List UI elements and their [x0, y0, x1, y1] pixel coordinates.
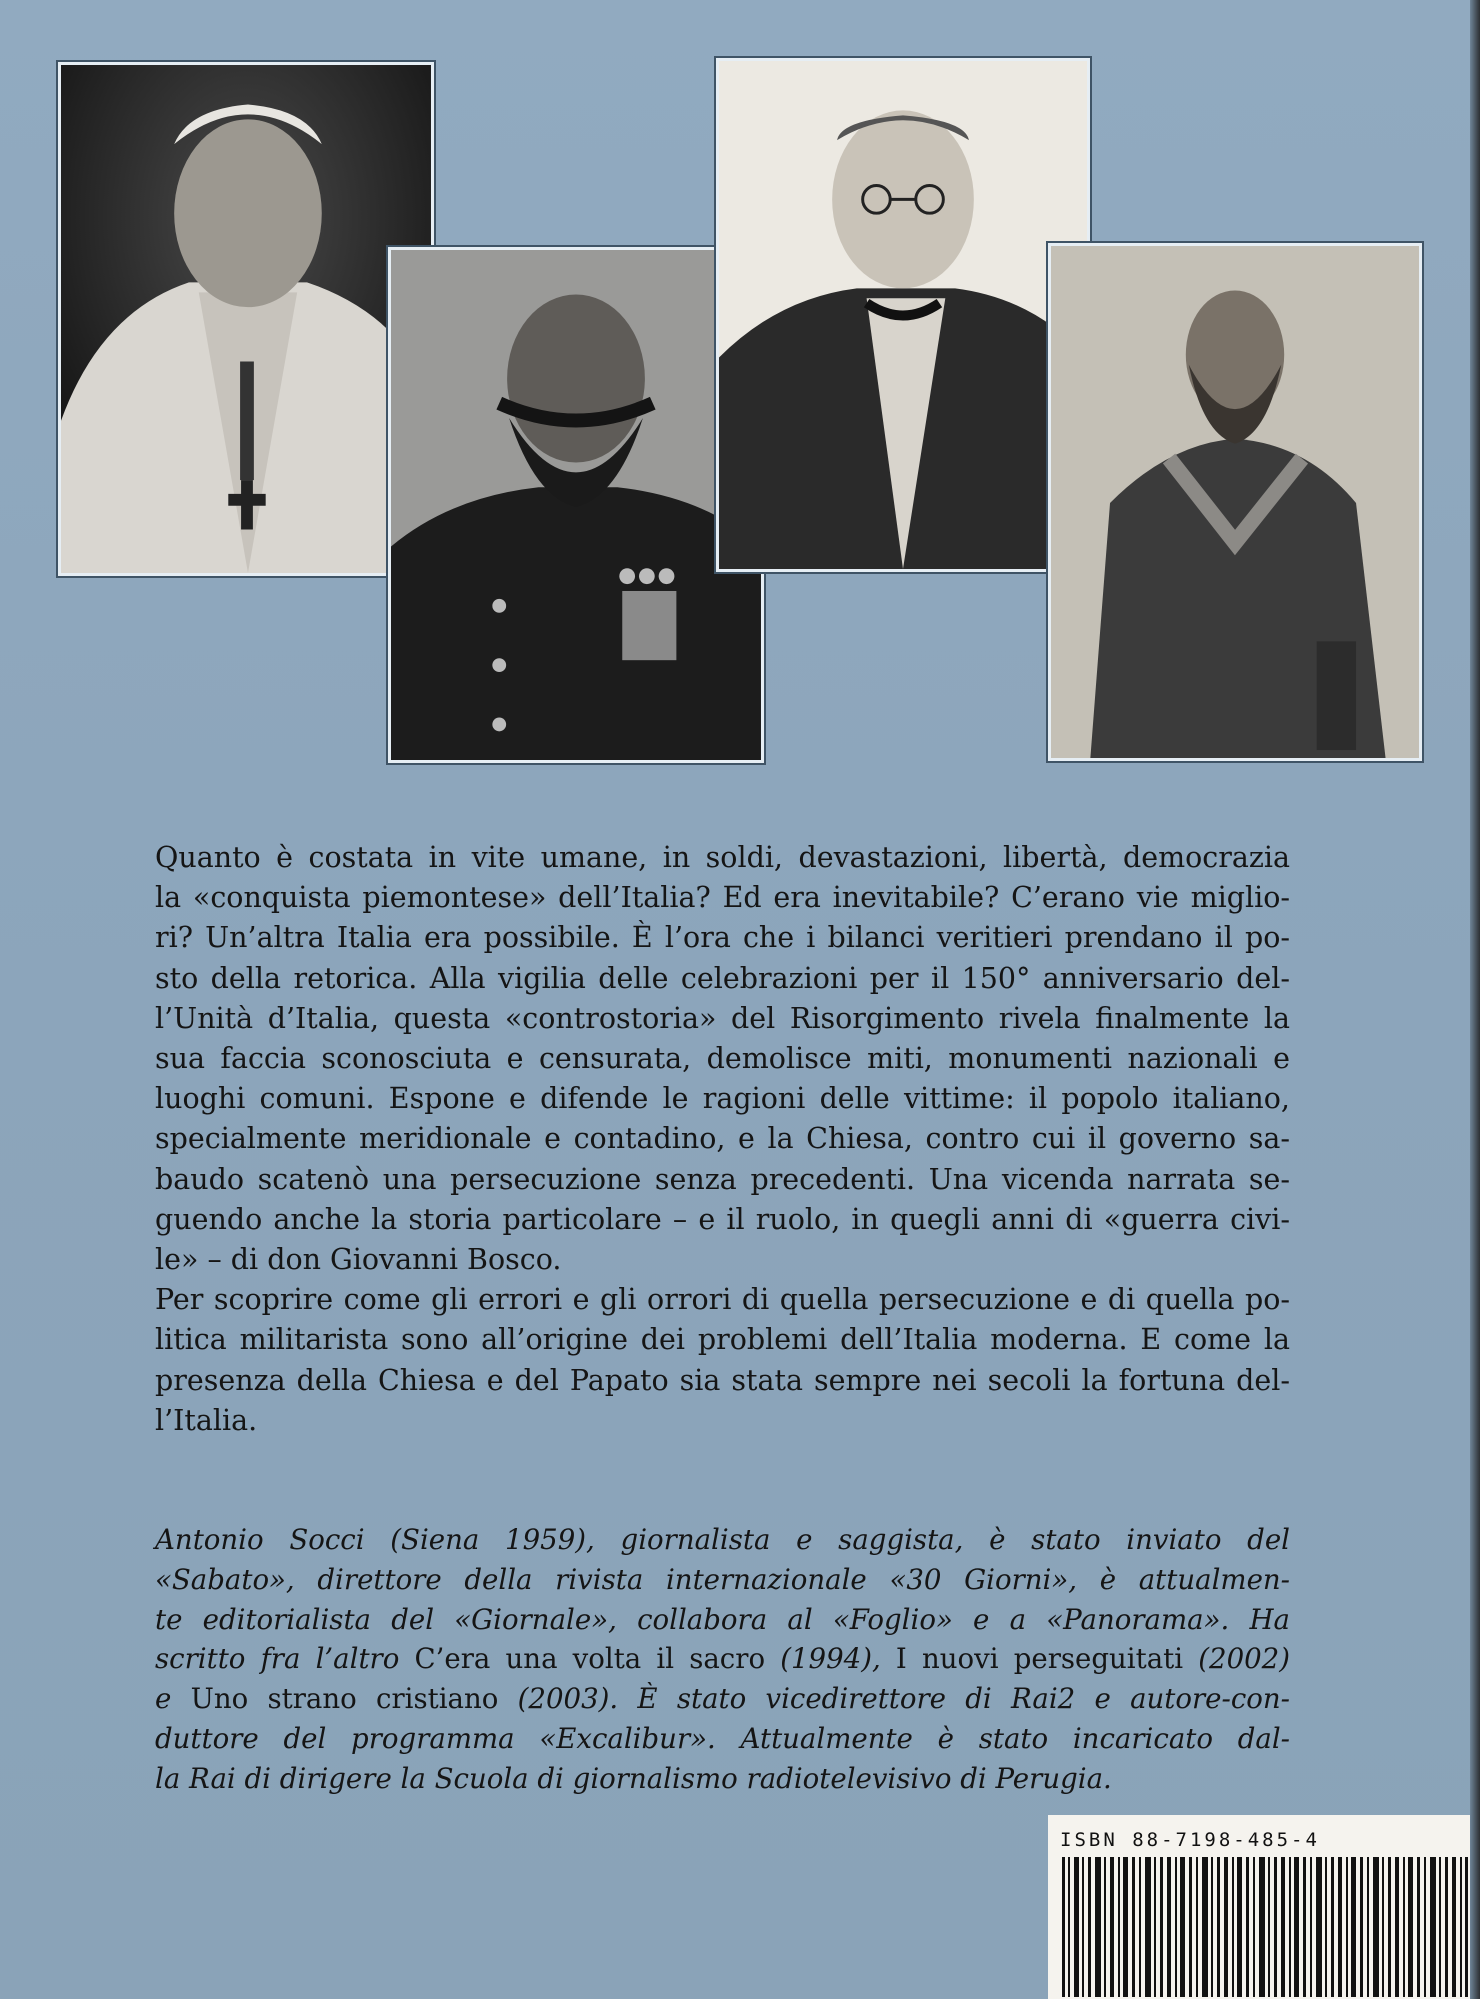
book-title: C’era una volta il sacro	[414, 1642, 766, 1676]
bio-line: Antonio Socci (Siena 1959), giornalista e saggista, è stato inviato del	[155, 1523, 1290, 1556]
king-portrait	[388, 247, 764, 763]
general-portrait	[1048, 243, 1422, 761]
description-line: le» – di don Giovanni Bosco.	[155, 1243, 562, 1277]
author-bio	[155, 1520, 1290, 1799]
bearded-general-portrait-photo-icon	[1051, 246, 1419, 758]
bio-text: (2002)	[1183, 1642, 1291, 1676]
book-description	[155, 838, 1290, 1441]
bio-line	[155, 1679, 1290, 1719]
isbn-text: ISBN 88-7198-485-4	[1060, 1829, 1320, 1851]
isbn-barcode-label	[1048, 1815, 1480, 1999]
spine-edge	[1470, 0, 1480, 1999]
description-line: baudo scatenò una persecuzione senza precedenti. Una vicenda narrata se-	[155, 1162, 1290, 1196]
bio-text: (2003). È stato vicedirettore di Rai2 e autore-con-	[498, 1682, 1290, 1716]
description-line: Per scoprire come gli errori e gli orrori di quella persecuzione e di quella po-	[155, 1283, 1290, 1317]
bio-line: «Sabato», direttore della rivista internazionale «30 Giorni», è attualmen-	[155, 1562, 1290, 1596]
bio-text: (1994),	[765, 1642, 896, 1676]
description-line: presenza della Chiesa e del Papato sia stata sempre nei secoli la fortuna del-	[155, 1363, 1290, 1397]
description-line: luoghi comuni. Espone e difende le ragioni delle vittime: il popolo italiano,	[155, 1082, 1290, 1116]
description-line: sua faccia sconosciuta e censurata, demolisce miti, monumenti nazionali e	[155, 1042, 1290, 1076]
description-line: specialmente meridionale e contadino, e la Chiesa, contro cui il governo sa-	[155, 1122, 1290, 1156]
book-title: Uno strano cristiano	[190, 1682, 499, 1716]
description-line: litica militarista sono all’origine dei problemi dell’Italia moderna. E come la	[155, 1323, 1290, 1357]
barcode-icon	[1060, 1857, 1470, 1997]
spectacled-statesman-engraving-icon	[719, 61, 1087, 569]
description-line: l’Italia.	[155, 1403, 258, 1437]
bio-line: la Rai di dirigere la Scuola di giornalismo radiotelevisivo di Perugia.	[155, 1761, 1112, 1795]
bio-line	[155, 1639, 1290, 1679]
description-line: la «conquista piemontese» dell’Italia? Ed era inevitabile? C’erano vie miglio-	[155, 881, 1290, 915]
pope-portrait-photo-icon	[61, 65, 431, 573]
description-line: ri? Un’altra Italia era possibile. È l’ora che i bilanci veritieri prendano il po-	[155, 921, 1290, 955]
description-line: Quanto è costata in vite umane, in soldi, devastazioni, libertà, democrazia	[155, 841, 1290, 874]
description-line: sto della retorica. Alla vigilia delle celebrazioni per il 150° anniversario del-	[155, 961, 1290, 995]
king-uniform-portrait-photo-icon	[391, 250, 761, 760]
pope-portrait	[58, 62, 434, 576]
statesman-portrait	[716, 58, 1090, 572]
description-line: guendo anche la storia particolare – e il ruolo, in quegli anni di «guerra civi-	[155, 1202, 1290, 1236]
bio-text: e	[155, 1682, 191, 1716]
bio-line: te editorialista del «Giornale», collabora al «Foglio» e a «Panorama». Ha	[155, 1602, 1290, 1636]
book-title: I nuovi perseguitati	[895, 1642, 1184, 1676]
bio-line: duttore del programma «Excalibur». Attualmente è stato incaricato dal-	[155, 1721, 1290, 1755]
description-line: l’Unità d’Italia, questa «controstoria» del Risorgimento rivela finalmente la	[155, 1001, 1290, 1035]
bio-text: scritto fra l’altro	[155, 1642, 415, 1676]
